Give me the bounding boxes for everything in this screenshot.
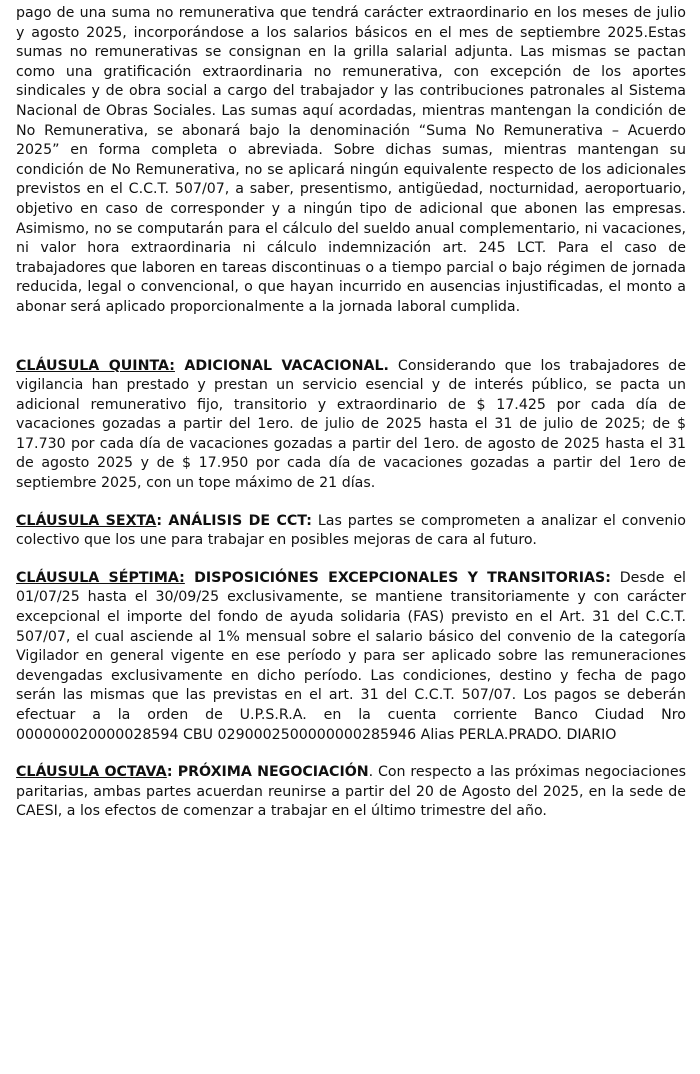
clause-body: Desde el 01/07/25 hasta el 30/09/25 exclusivamente, se mantiene transitoriamente y con carácter excepcional el importe del fondo de ayuda solidaria (FAS) previsto en el Art. 31 del C.C.T. 507/07, el cual asciende al 1% mensual sobre el salario básico del convenio de la categoría Vigilador en general vigente en ese período y para ser aplicado sobre las remuneraciones devengadas exclusivamente en dicho período. Las condiciones, destino y fecha de pago serán las mismas que las previstas en el art. 31 del C.C.T. 507/07. Los pagos se deberán efectuar a la orden de U.P.S.R.A. en la cuenta corriente Banco Ciudad Nro 000000020000028594 CBU 0290002500000000285946 Alias PERLA.PRADO. DIARIO: [16, 569, 686, 743]
spacer: [16, 494, 686, 512]
clause-body: . Con respecto a las próximas negociaciones paritarias, ambas partes acuerdan reunirse a partir del 20 de Agosto del 2025, en la sede de CAESI, a los efectos de comenzar a trabajar en el último trimestre del año.: [16, 764, 686, 820]
clause-label: CLÁUSULA QUINTA:: [16, 357, 175, 374]
clause-label: CLÁUSULA OCTAVA: [16, 764, 167, 781]
clause-body: Las partes se comprometen a analizar el convenio colectivo que los une para trabajar en posibles mejoras de cara al futuro.: [16, 512, 686, 549]
document-page: [16, 4, 686, 822]
clause-quinta: [16, 357, 686, 494]
clause-sexta: [16, 512, 686, 551]
clause-label: CLÁUSULA SEXTA: [16, 512, 157, 529]
clause-title: : ANÁLISIS DE CCT:: [156, 512, 312, 529]
clause-septima: [16, 569, 686, 745]
clause-title: : PRÓXIMA NEGOCIACIÓN: [166, 764, 369, 781]
clause-title: ADICIONAL VACACIONAL.: [174, 357, 389, 374]
spacer: [16, 318, 686, 357]
spacer: [16, 745, 686, 763]
intro-paragraph: pago de una suma no remunerativa que tendrá carácter extraordinario en los meses de julio y agosto 2025, incorporándose a los salarios básicos en el mes de septiembre 2025.Estas sumas no remunerativas se consignan en la grilla salarial adjunta. Las mismas se pactan como una gratificación extraordinaria no remunerativa, con excepción de los aportes sindicales y de obra social a cargo del trabajador y las contribuciones patronales al Sistema Nacional de Obras Sociales. Las sumas aquí acordadas, mientras mantengan la condición de No Remunerativa, se abonará bajo la denominación “Suma No Remunerativa – Acuerdo 2025” en forma completa o abreviada. Sobre dichas sumas, mientras mantengan su condición de No Remunerativa, no se aplicará ningún equivalente respecto de los adicionales previstos en el C.C.T. 507/07, a saber, presentismo, antigüedad, nocturnidad, aeroportuario, objetivo en caso de corresponder y a ningún tipo de adicional que abonen las empresas. Asimismo, no se computarán para el cálculo del sueldo anual complementario, ni vacaciones, ni valor hora extraordinaria ni cálculo indemnización art. 245 LCT. Para el caso de trabajadores que laboren en tareas discontinuas o a tiempo parcial o bajo régimen de jornada reducida, legal o convencional, o que hayan incurrido en ausencias injustificadas, el monto a abonar será aplicado proporcionalmente a la jornada laboral cumplida.: [16, 5, 686, 315]
clause-body: Considerando que los trabajadores de vigilancia han prestado y prestan un servicio esencial y de interés público, se pacta un adicional remunerativo fijo, transitorio y extraordinario de $ 17.425 por cada día de vacaciones gozadas a partir del 1ero. de julio de 2025 hasta el 31 de julio de 2025; de $ 17.730 por cada día de vacaciones gozadas a partir del 1ero. de agosto de 2025 hasta el 31 de agosto 2025 y de $ 17.950 por cada día de vacaciones gozadas a partir del 1ero de septiembre 2025, con un tope máximo de 21 días.: [16, 357, 686, 492]
spacer: [16, 551, 686, 569]
clause-octava: [16, 763, 686, 822]
clause-label: CLÁUSULA SÉPTIMA:: [16, 569, 185, 586]
clause-title: DISPOSICIÓNES EXCEPCIONALES Y TRANSITORIAS:: [184, 569, 611, 586]
